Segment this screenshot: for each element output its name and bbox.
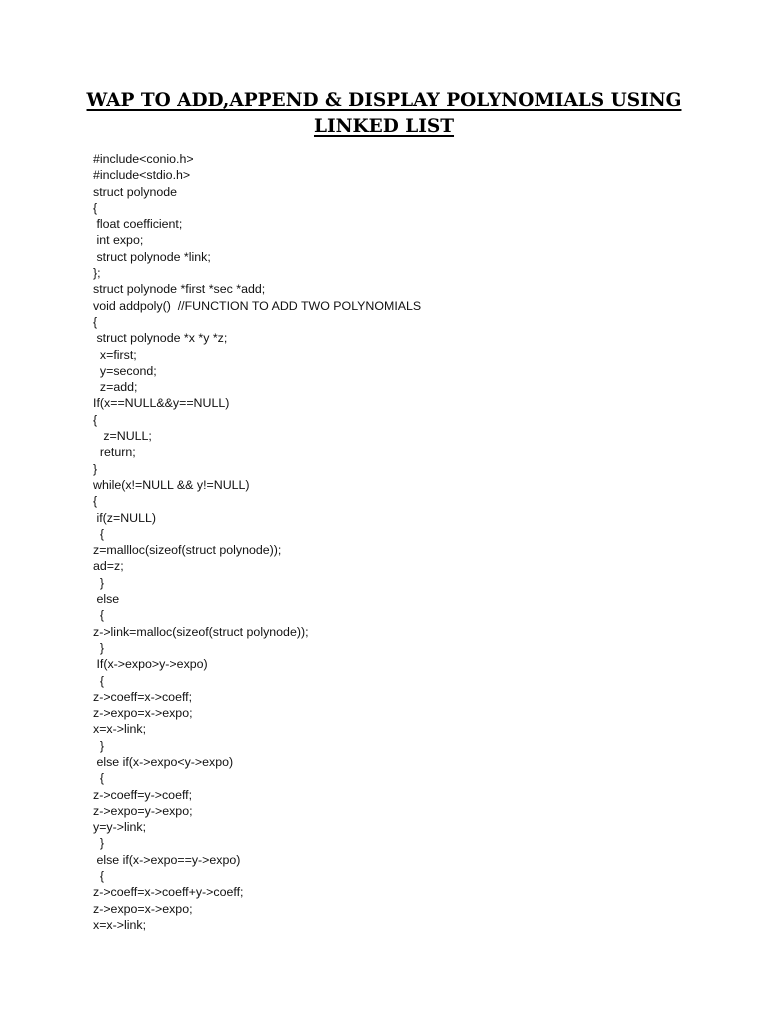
code-line: y=second; (93, 363, 157, 378)
code-line: { (93, 314, 98, 329)
code-line: else (93, 592, 120, 607)
code-line: z->coeff=y->coeff; (93, 787, 193, 802)
code-line: if(z=NULL) (93, 510, 156, 525)
code-line: { (93, 412, 98, 427)
code-line: z=NULL; (93, 429, 152, 444)
code-line: z->coeff=x->coeff; (93, 689, 193, 704)
code-line: z=mallloc(sizeof(struct polynode)); (93, 543, 282, 558)
code-line: float coefficient; (93, 217, 183, 232)
code-line: z->expo=x->expo; (93, 901, 193, 916)
code-line: #include<stdio.h> (93, 168, 191, 183)
code-line: z->coeff=x->coeff+y->coeff; (93, 885, 244, 900)
code-line: { (93, 869, 105, 884)
code-line: ad=z; (93, 559, 124, 574)
code-line: while(x!=NULL && y!=NULL) (93, 477, 250, 492)
code-line: } (93, 640, 105, 655)
code-line: } (93, 461, 98, 476)
code-line: { (93, 673, 105, 688)
document-title-line-1: WAP TO ADD,APPEND & DISPLAY POLYNOMIALS USING (86, 90, 682, 111)
code-line: struct polynode *first *sec *add; (93, 282, 266, 297)
code-line: z=add; (93, 380, 138, 395)
code-line: { (93, 200, 98, 215)
code-line: }; (93, 266, 101, 281)
code-line: } (93, 836, 105, 851)
code-line: z->link=malloc(sizeof(struct polynode)); (93, 624, 309, 639)
code-line: z->expo=x->expo; (93, 706, 193, 721)
code-line: { (93, 494, 98, 509)
code-line: z->expo=y->expo; (93, 803, 193, 818)
code-line: If(x->expo>y->expo) (93, 657, 208, 672)
code-line: x=x->link; (93, 722, 147, 737)
document-title-line-2: LINKED LIST (313, 116, 455, 137)
code-listing (93, 151, 733, 933)
code-line: struct polynode *link; (93, 249, 211, 264)
code-line: If(x==NULL&&y==NULL) (93, 396, 230, 411)
code-line: else if(x->expo<y->expo) (93, 754, 234, 769)
code-line: #include<conio.h> (93, 152, 194, 166)
code-line: } (93, 738, 105, 753)
code-line: else if(x->expo==y->expo) (93, 852, 241, 867)
code-line: struct polynode (93, 184, 178, 199)
code-line: y=y->link; (93, 820, 147, 835)
code-line: } (93, 575, 105, 590)
code-line: x=x->link; (93, 917, 147, 932)
code-line: int expo; (93, 233, 144, 248)
code-line: { (93, 608, 105, 623)
code-line: struct polynode *x *y *z; (93, 331, 228, 346)
code-line: { (93, 526, 105, 541)
code-line: void addpoly() //FUNCTION TO ADD TWO POLYNOMIALS (93, 298, 422, 313)
code-line: return; (93, 445, 136, 460)
code-line: x=first; (93, 347, 137, 362)
code-line: { (93, 771, 105, 786)
